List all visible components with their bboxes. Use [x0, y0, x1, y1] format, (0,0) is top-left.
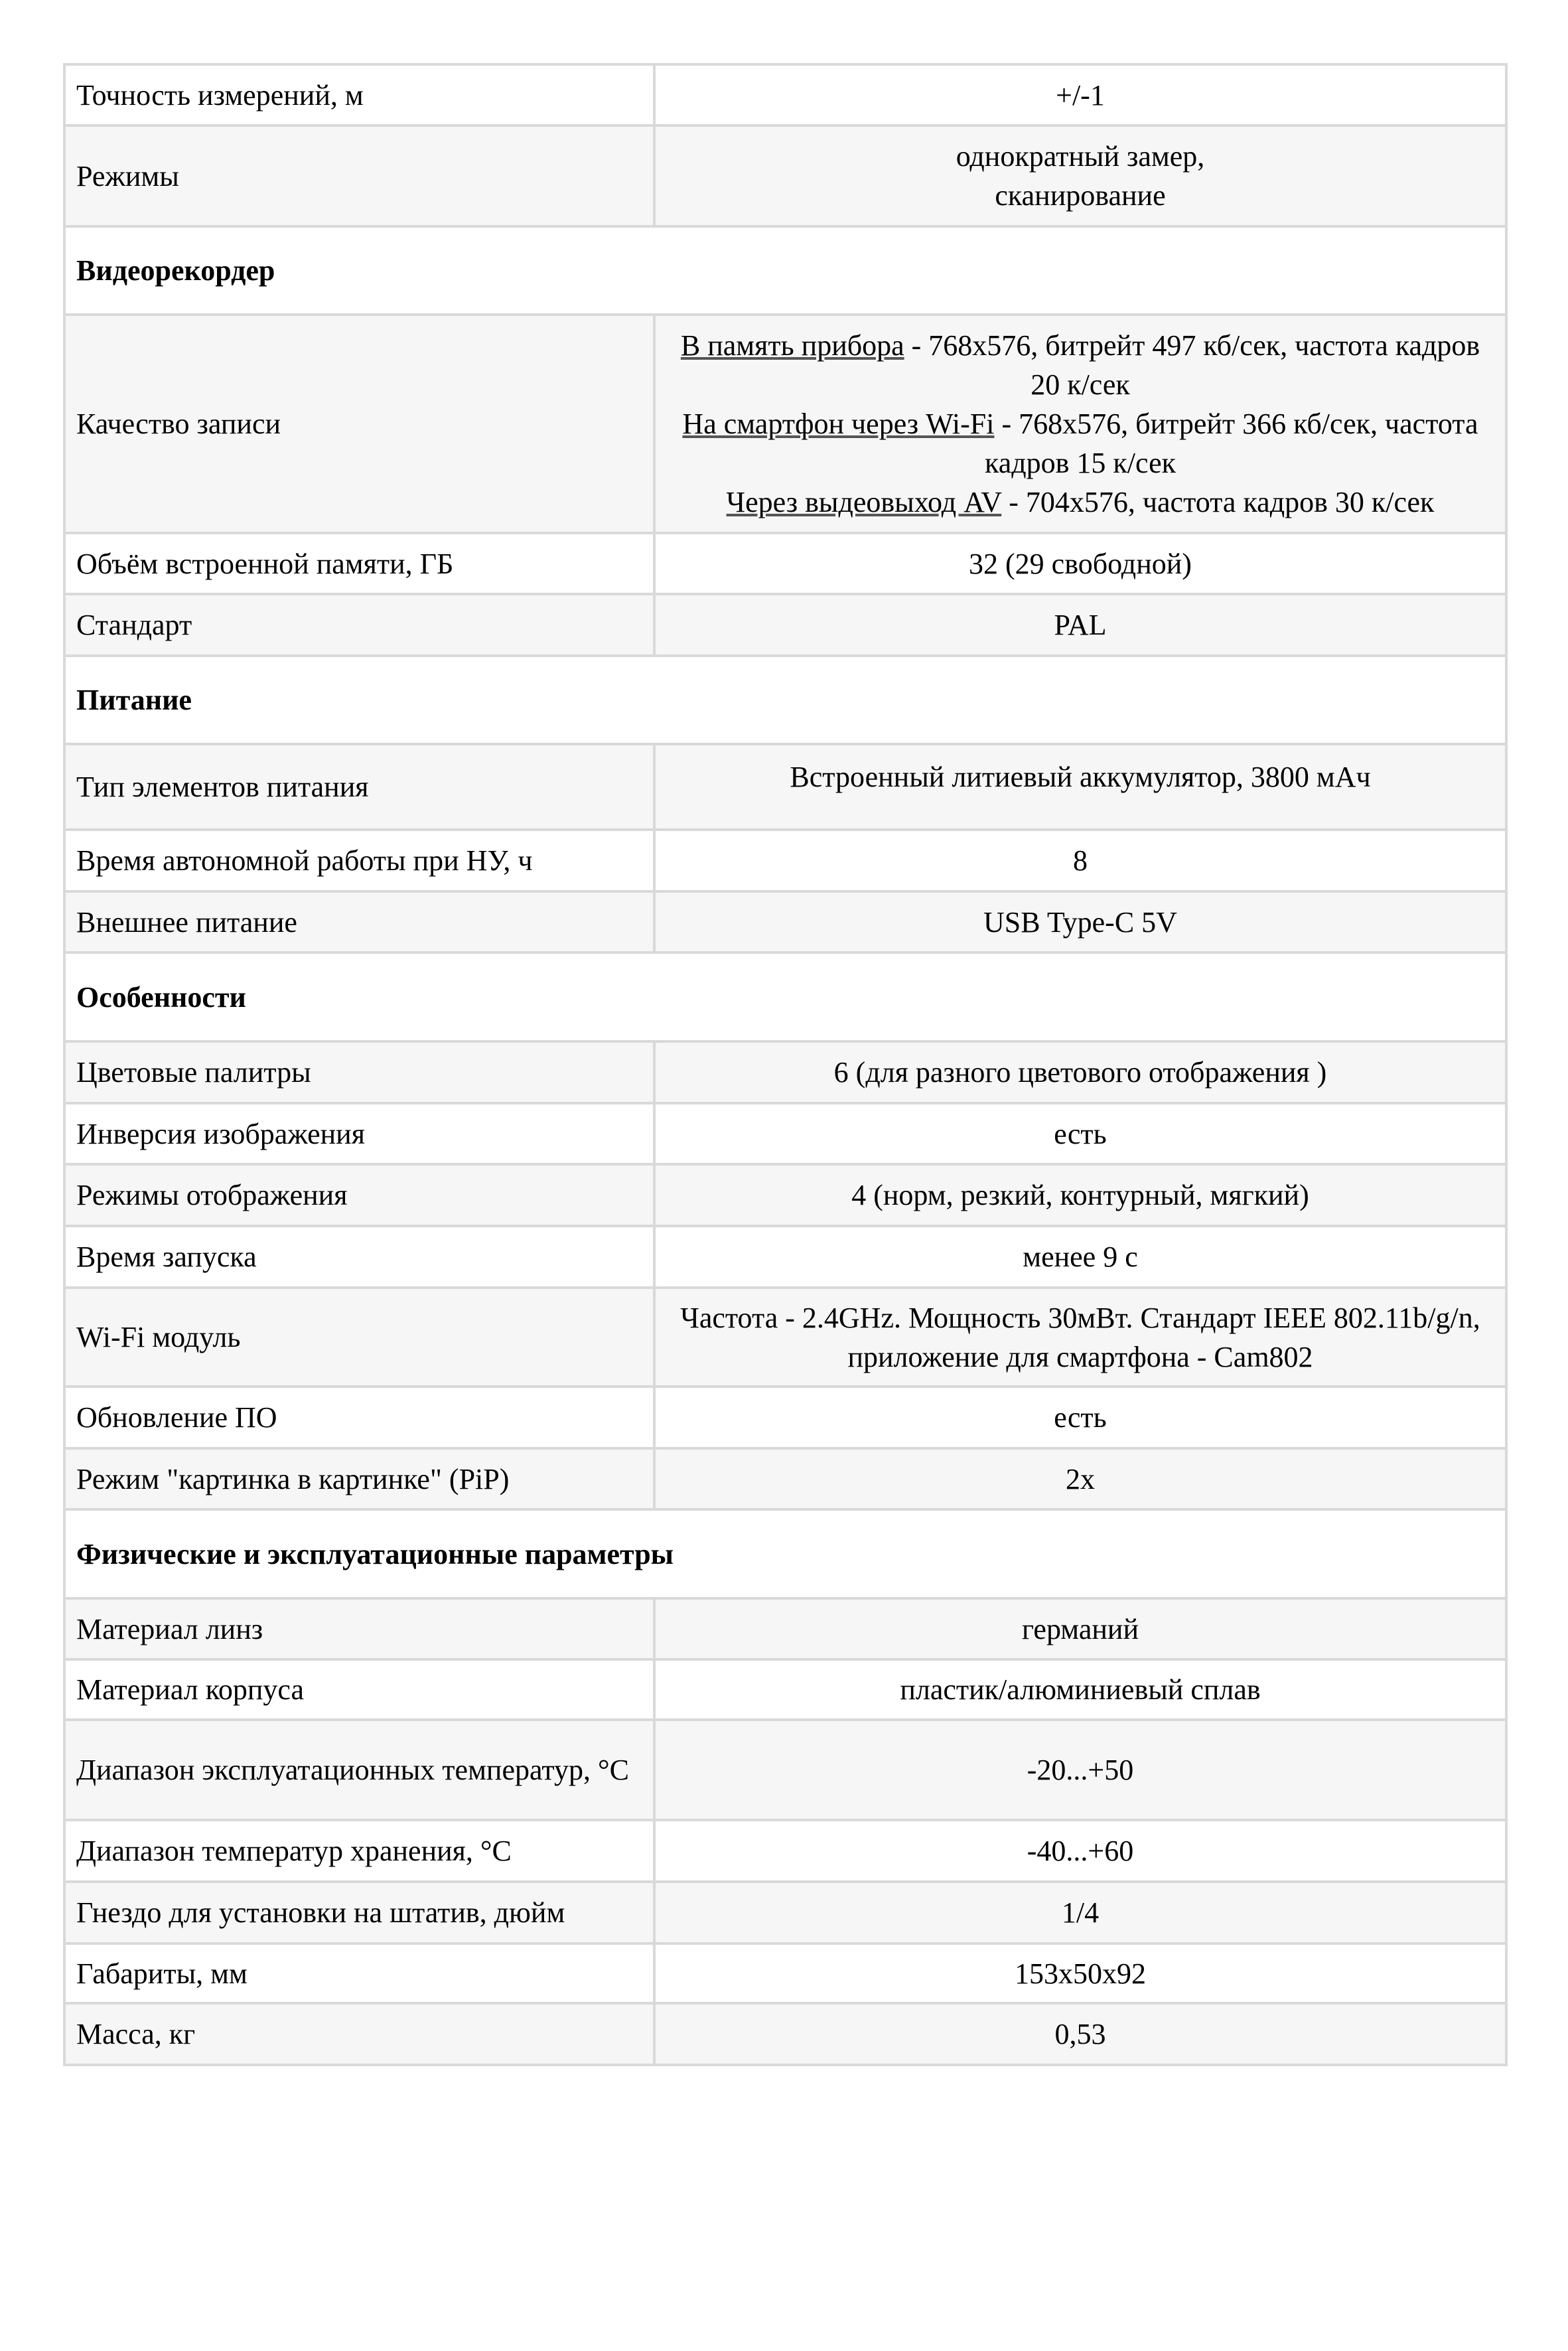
section-heading: Видеорекордер: [64, 226, 1506, 315]
spec-label: Инверсия изображения: [64, 1103, 654, 1164]
spec-label: Время запуска: [64, 1226, 654, 1288]
table-row: [64, 1820, 1506, 1882]
spec-label: Стандарт: [64, 594, 654, 656]
table-row: [64, 830, 1506, 891]
spec-value: есть: [654, 1103, 1506, 1164]
spec-value: менее 9 с: [654, 1226, 1506, 1288]
table-row: [64, 1041, 1506, 1103]
spec-value: 6 (для разного цветового отображения ): [654, 1041, 1506, 1103]
spec-label: Материал линз: [64, 1598, 654, 1659]
spec-label: Режим "картинка в картинке" (PiP): [64, 1448, 654, 1509]
spec-label: Тип элементов питания: [64, 744, 654, 830]
spec-label: Wi-Fi модуль: [64, 1288, 654, 1387]
section-row: [64, 1509, 1506, 1598]
spec-value: [654, 125, 1506, 226]
section-heading: Особенности: [64, 952, 1506, 1041]
spec-value: 0,53: [654, 2003, 1506, 2065]
value-text: - 768x576, битрейт 366 кб/сек, частота кадров 15 к/сек: [985, 408, 1478, 479]
table-row: [64, 1720, 1506, 1820]
spec-value: 153x50x92: [654, 1943, 1506, 2003]
table-row: [64, 594, 1506, 656]
spec-value: Встроенный литиевый аккумулятор, 3800 мАч: [654, 744, 1506, 830]
section-row: [64, 952, 1506, 1041]
spec-value: пластик/алюминиевый сплав: [654, 1659, 1506, 1720]
table-row: [64, 1943, 1506, 2003]
section-row: [64, 226, 1506, 315]
section-heading: Питание: [64, 656, 1506, 744]
spec-value: [654, 315, 1506, 533]
table-row: [64, 315, 1506, 533]
spec-label: Обновление ПО: [64, 1387, 654, 1448]
table-row: [64, 533, 1506, 594]
spec-label: Диапазон температур хранения, °C: [64, 1820, 654, 1882]
table-row: [64, 64, 1506, 125]
value-part: [666, 404, 1494, 483]
spec-label: Масса, кг: [64, 2003, 654, 2065]
value-part: [666, 483, 1494, 522]
table-row: [64, 1598, 1506, 1659]
table-row: [64, 2003, 1506, 2065]
table-row: [64, 1164, 1506, 1226]
spec-table: [63, 63, 1508, 2066]
spec-label: Габариты, мм: [64, 1943, 654, 2003]
spec-label: Диапазон эксплуатационных температур, °C: [64, 1720, 654, 1820]
spec-value: 1/4: [654, 1882, 1506, 1943]
table-row: [64, 1387, 1506, 1448]
spec-label: Внешнее питание: [64, 891, 654, 952]
value-link[interactable]: Через выдеовыход AV: [726, 486, 1002, 518]
spec-value: 2x: [654, 1448, 1506, 1509]
value-line: однократный замер,: [956, 140, 1205, 173]
spec-value: PAL: [654, 594, 1506, 656]
spec-label: Режимы отображения: [64, 1164, 654, 1226]
value-link[interactable]: На смартфон через Wi-Fi: [682, 408, 995, 440]
spec-value: есть: [654, 1387, 1506, 1448]
spec-value: -20...+50: [654, 1720, 1506, 1820]
table-row: [64, 1288, 1506, 1387]
section-row: [64, 656, 1506, 744]
spec-value: 4 (норм, резкий, контурный, мягкий): [654, 1164, 1506, 1226]
spec-label: Время автономной работы при НУ, ч: [64, 830, 654, 891]
section-heading: Физические и эксплуатационные параметры: [64, 1509, 1506, 1598]
value-part: [666, 326, 1494, 404]
value-line: сканирование: [995, 179, 1166, 212]
spec-label: Точность измерений, м: [64, 64, 654, 125]
spec-value: германий: [654, 1598, 1506, 1659]
spec-value: 8: [654, 830, 1506, 891]
value-link[interactable]: В память прибора: [680, 329, 904, 362]
spec-value: Частота - 2.4GHz. Мощность 30мВт. Стандарт IEEE 802.11b/g/n, приложение для смартфона - Cam802: [654, 1288, 1506, 1387]
table-row: [64, 1448, 1506, 1509]
spec-value: +/-1: [654, 64, 1506, 125]
spec-label: Гнездо для установки на штатив, дюйм: [64, 1882, 654, 1943]
spec-label: Цветовые палитры: [64, 1041, 654, 1103]
spec-value: -40...+60: [654, 1820, 1506, 1882]
spec-label: Режимы: [64, 125, 654, 226]
table-row: [64, 1103, 1506, 1164]
spec-label: Качество записи: [64, 315, 654, 533]
table-row: [64, 891, 1506, 952]
table-row: [64, 125, 1506, 226]
spec-label: Материал корпуса: [64, 1659, 654, 1720]
spec-value: 32 (29 свободной): [654, 533, 1506, 594]
value-text: - 768x576, битрейт 497 кб/сек, частота кадров 20 к/сек: [904, 329, 1480, 401]
value-text: - 704x576, частота кадров 30 к/сек: [1001, 486, 1435, 518]
spec-value: USB Type-C 5V: [654, 891, 1506, 952]
table-row: [64, 1659, 1506, 1720]
table-row: [64, 1226, 1506, 1288]
spec-label: Объём встроенной памяти, ГБ: [64, 533, 654, 594]
table-row: [64, 744, 1506, 830]
table-row: [64, 1882, 1506, 1943]
